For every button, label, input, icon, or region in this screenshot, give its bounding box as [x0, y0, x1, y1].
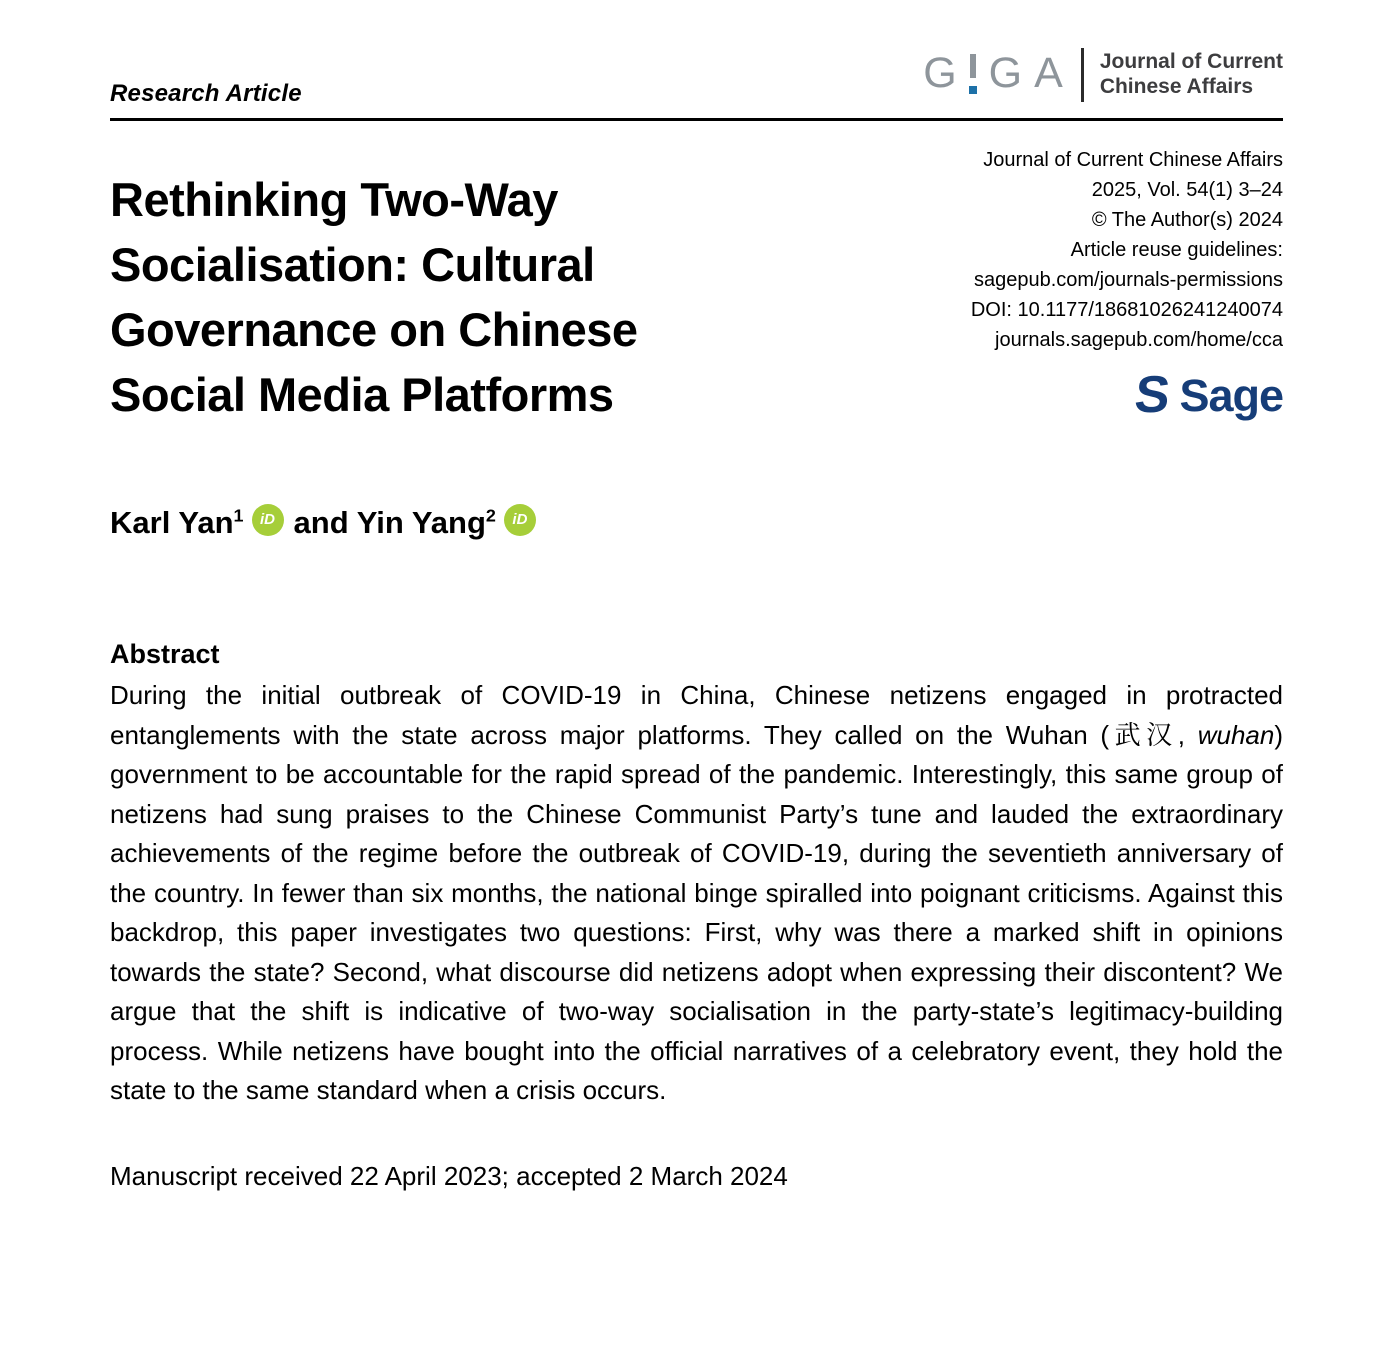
manuscript-history-line: Manuscript received 22 April 2023; accepted 2 March 2024 — [110, 1160, 788, 1191]
title-column — [110, 121, 840, 427]
authors-line — [110, 505, 1283, 541]
giga-letter-g2: G — [988, 49, 1023, 97]
author-1-affiliation-sup: 1 — [233, 505, 244, 526]
abstract-text — [110, 676, 1283, 1111]
orcid-icon-author-2[interactable]: iD — [504, 504, 536, 536]
giga-logo — [923, 49, 1283, 102]
giga-journal-line1: Journal of Current — [1099, 50, 1283, 73]
abstract-heading: Abstract — [110, 639, 220, 669]
page-header — [110, 0, 1283, 118]
author-2-affiliation-sup: 2 — [485, 505, 496, 526]
citation-volume-pages: 2025, Vol. 54(1) 3–24 — [1091, 179, 1283, 201]
article-title — [110, 167, 840, 427]
citation-journal-name: Journal of Current Chinese Affairs — [983, 149, 1283, 171]
sage-s-glyph-icon: S — [1131, 366, 1173, 424]
giga-letter-a: A — [1034, 49, 1063, 97]
citation-doi-link[interactable]: DOI: 10.1177/18681026241240074 — [970, 299, 1283, 321]
citation-column — [883, 121, 1283, 424]
article-title-line: Socialisation: Cultural — [110, 238, 595, 291]
giga-journal-line2: Chinese Affairs — [1099, 75, 1254, 98]
giga-i-bar — [970, 54, 976, 78]
sage-wordmark: Sage — [1179, 369, 1283, 421]
sage-logo — [883, 366, 1283, 424]
article-title-line: Governance on Chinese — [110, 303, 638, 356]
authors-connector: and — [293, 505, 349, 540]
citation-journal-home-link[interactable]: journals.sagepub.com/home/cca — [995, 329, 1283, 351]
abstract-text-part1: During the initial outbreak of COVID-19 in China, Chinese netizens engaged in protracted entanglements with the state across major platforms. They called on the Wuhan (武汉, — [110, 680, 1283, 750]
title-and-meta-columns — [110, 121, 1283, 427]
article-title-line: Rethinking Two-Way — [110, 173, 558, 226]
author-2-name: Yin Yang — [356, 505, 486, 540]
giga-logo-divider — [1081, 48, 1084, 102]
citation-copyright: © The Author(s) 2024 — [1091, 209, 1283, 231]
giga-letter-g1: G — [923, 49, 957, 97]
article-type-label: Research Article — [110, 80, 302, 107]
citation-permissions-link[interactable]: sagepub.com/journals-permissions — [973, 269, 1283, 291]
giga-i-glyph-icon — [969, 54, 977, 94]
article-title-line: Social Media Platforms — [110, 368, 614, 421]
abstract-text-part2: ) government to be accountable for the rapid spread of the pandemic. Interestingly, this same group of netizens had sung praises to the Chinese Communist Party’s tune and lauded the extraordinary achievements of the regime before the outbreak of COVID-19, during the seventieth anniversary of the country. In fewer than six months, the national binge spiralled into poignant criticisms. Against this backdrop, this paper investigates two questions: First, why was there a marked shift in opinions towards the state? Second, what discourse did netizens adopt when expressing their discontent? We argue that the shift is indicative of two-way socialisation in the party-state’s legitimacy-building process. While netizens have bought into the official narratives of a celebratory event, they hold the state to the same standard when a crisis occurs. — [110, 719, 1283, 1105]
giga-journal-name — [1100, 49, 1283, 99]
citation-reuse-guidelines-label: Article reuse guidelines: — [1070, 239, 1283, 261]
abstract-italic-term: wuhan — [1197, 719, 1275, 750]
orcid-icon-author-1[interactable]: iD — [252, 504, 284, 536]
abstract-section — [110, 639, 1283, 1111]
giga-i-blue-dot — [969, 86, 977, 94]
author-1-name: Karl Yan — [110, 505, 234, 540]
